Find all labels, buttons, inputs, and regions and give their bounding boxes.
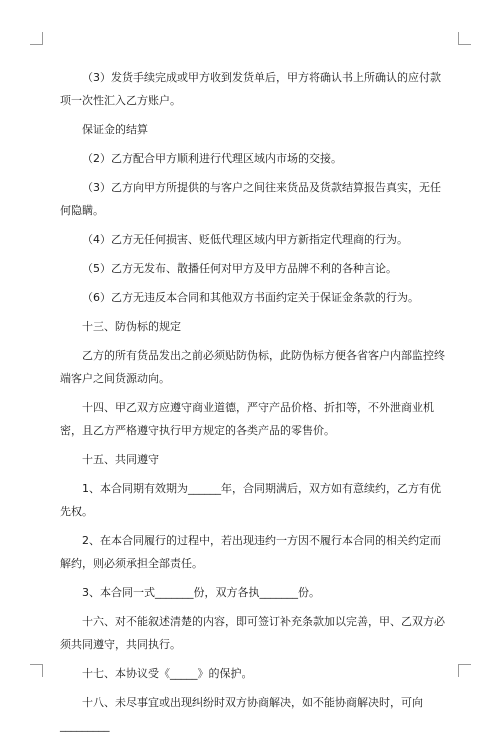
paragraph-market-handover: （2）乙方配合甲方顺利进行代理区域内市场的交接。 <box>82 152 342 165</box>
crop-mark-top-left <box>30 32 43 45</box>
section-heading-mutual-compliance: 十五、共同遵守 <box>82 453 159 466</box>
paragraph-business-ethics: 十四、甲乙双方应遵守商业道德，严守产品价格、折扣等，不外泄商业机密，且乙方严格遵守执行甲方规定的各类产品的零售价。 <box>60 401 434 437</box>
paragraph-no-adverse-remarks: （5）乙方无发布、散播任何对甲方及甲方品牌不利的各种言论。 <box>82 262 397 275</box>
paragraph-breach-liability: 2、在本合同履行的过程中，若出现违约一方因不履行本合同的相关约定而解约，则必须承担全部责任。 <box>60 534 441 570</box>
paragraph-no-damage: （4）乙方无任何损害、贬低代理区域内甲方新指定代理商的行为。 <box>82 233 408 246</box>
paragraph-contract-term: 1、本合同期有效期为______年，合同期满后，双方如有意续约，乙方有优先权。 <box>60 482 441 518</box>
paragraph-copies: 3、本合同一式_______份，双方各执_______份。 <box>82 586 320 599</box>
section-heading-anti-counterfeit: 十三、防伪标的规定 <box>82 320 181 333</box>
paragraph-legal-protection: 十七、本协议受《_____》的保护。 <box>82 667 253 680</box>
crop-mark-bottom-right <box>458 664 471 677</box>
paragraph-supplementary-terms: 十六、对不能叙述清楚的内容，即可签订补充条款加以完善，甲、乙双方必须共同遵守，共同执行。 <box>60 615 445 651</box>
paragraph-no-violation: （6）乙方无违反本合同和其他双方书面约定关于保证金条款的行为。 <box>82 291 419 304</box>
paragraph-delivery-payment: （3）发货手续完成或甲方收到发货单后，甲方将确认书上所确认的应付款项一次性汇入乙方账户。 <box>60 71 441 107</box>
document-body <box>60 66 445 743</box>
crop-mark-top-right <box>458 32 471 45</box>
paragraph-dispute-resolution: 十八、未尽事宜或出现纠纷时双方协商解决，如不能协商解决时，可向_________ <box>60 696 423 732</box>
section-heading-deposit-settlement: 保证金的结算 <box>82 123 148 136</box>
paragraph-anti-counterfeit-label: 乙方的所有货品发出之前必须贴防伪标，此防伪标方便各省客户内部监控终端客户之间货源动向。 <box>60 349 445 385</box>
crop-mark-bottom-left <box>30 664 43 677</box>
paragraph-settlement-report: （3）乙方向甲方所提供的与客户之间往来货品及货款结算报告真实，无任何隐瞒。 <box>60 181 441 217</box>
